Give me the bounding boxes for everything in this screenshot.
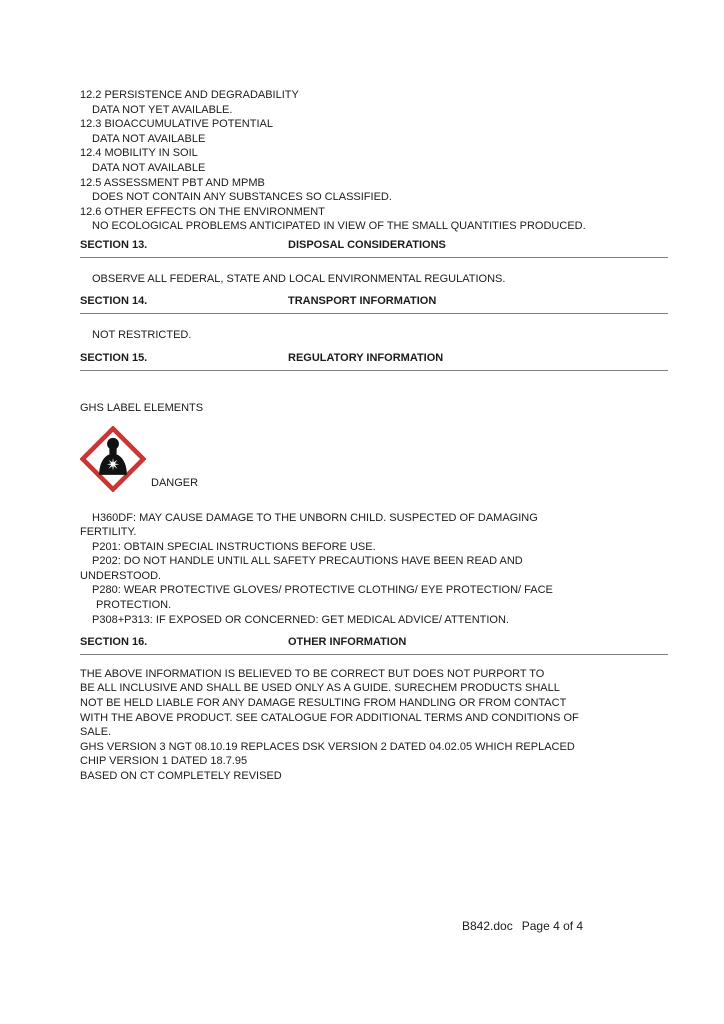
document-name: B842.doc — [462, 919, 513, 933]
section-16-header — [80, 635, 668, 655]
revision-note-line: BASED ON CT COMPLETELY REVISED — [80, 770, 282, 782]
health-hazard-icon — [80, 426, 146, 492]
sds-line: 12.5 ASSESSMENT PBT AND MPMB — [80, 176, 265, 189]
hazard-precaution-statements — [80, 511, 668, 628]
precaution-statement: P308+P313: IF EXPOSED OR CONCERNED: GET MEDICAL ADVICE/ ATTENTION. — [92, 613, 509, 626]
precaution-statement: UNDERSTOOD. — [80, 569, 162, 582]
starburst-inner — [107, 458, 120, 471]
section-title: TRANSPORT INFORMATION — [288, 295, 437, 308]
ghs-pictogram-row — [80, 426, 668, 492]
precaution-statement: PROTECTION. — [96, 599, 172, 612]
version-history-line: GHS VERSION 3 NGT 08.10.19 REPLACES DSK VERSION 2 DATED 04.02.05 WHICH REPLACED — [80, 740, 575, 753]
page-number: Page 4 of 4 — [521, 919, 584, 933]
section-16-body — [80, 667, 668, 784]
section-13-header — [80, 238, 668, 258]
sds-line: DOES NOT CONTAIN ANY SUBSTANCES SO CLASSIFIED. — [92, 191, 392, 204]
ghs-label-elements-heading: GHS LABEL ELEMENTS — [80, 401, 204, 414]
hazard-statement: H360DF: MAY CAUSE DAMAGE TO THE UNBORN CHILD. SUSPECTED OF DAMAGING — [92, 511, 538, 524]
disclaimer-line: WITH THE ABOVE PRODUCT. SEE CATALOGUE FOR ADDITIONAL TERMS AND CONDITIONS OF — [80, 711, 579, 724]
hazard-statement: FERTILITY. — [80, 526, 137, 539]
precaution-statement: P280: WEAR PROTECTIVE GLOVES/ PROTECTIVE CLOTHING/ EYE PROTECTION/ FACE — [92, 584, 553, 597]
signal-word: DANGER — [151, 476, 199, 489]
section-label: SECTION 15. — [80, 352, 148, 365]
sds-line: DATA NOT AVAILABLE — [92, 161, 206, 174]
disclaimer-line: SALE. — [80, 726, 112, 739]
section-label: SECTION 16. — [80, 636, 148, 649]
precaution-statement: P202: DO NOT HANDLE UNTIL ALL SAFETY PRECAUTIONS HAVE BEEN READ AND — [92, 555, 523, 568]
sds-line: NO ECOLOGICAL PROBLEMS ANTICIPATED IN VIEW OF THE SMALL QUANTITIES PRODUCED. — [92, 220, 586, 233]
sds-line: DATA NOT YET AVAILABLE. — [92, 103, 233, 116]
sds-line: 12.4 MOBILITY IN SOIL — [80, 147, 198, 160]
section-label: SECTION 14. — [80, 295, 148, 308]
section-12-continuation — [80, 88, 668, 234]
sds-line: 12.6 OTHER EFFECTS ON THE ENVIRONMENT — [80, 205, 325, 218]
version-history-line: CHIP VERSION 1 DATED 18.7.95 — [80, 755, 248, 768]
section-14-body: NOT RESTRICTED. — [92, 328, 192, 341]
sds-line: 12.3 BIOACCUMULATIVE POTENTIAL — [80, 118, 273, 131]
section-label: SECTION 13. — [80, 238, 148, 251]
section-title: DISPOSAL CONSIDERATIONS — [288, 238, 446, 251]
page-content — [80, 88, 668, 784]
section-title: REGULATORY INFORMATION — [288, 352, 444, 365]
section-13-body: OBSERVE ALL FEDERAL, STATE AND LOCAL ENVIRONMENTAL REGULATIONS. — [92, 272, 506, 285]
section-14-header — [80, 294, 668, 314]
sds-line: 12.2 PERSISTENCE AND DEGRADABILITY — [80, 89, 299, 101]
precaution-statement: P201: OBTAIN SPECIAL INSTRUCTIONS BEFORE USE. — [92, 540, 376, 553]
disclaimer-line: BE ALL INCLUSIVE AND SHALL BE USED ONLY AS A GUIDE. SURECHEM PRODUCTS SHALL — [80, 682, 560, 695]
page-footer — [462, 919, 583, 933]
sds-line: DATA NOT AVAILABLE — [92, 132, 206, 145]
section-15-header — [80, 351, 668, 371]
disclaimer-line: NOT BE HELD LIABLE FOR ANY DAMAGE RESULTING FROM HANDLING OR FROM CONTACT — [80, 697, 567, 710]
disclaimer-line: THE ABOVE INFORMATION IS BELIEVED TO BE CORRECT BUT DOES NOT PURPORT TO — [80, 667, 545, 680]
section-title: OTHER INFORMATION — [288, 636, 407, 649]
